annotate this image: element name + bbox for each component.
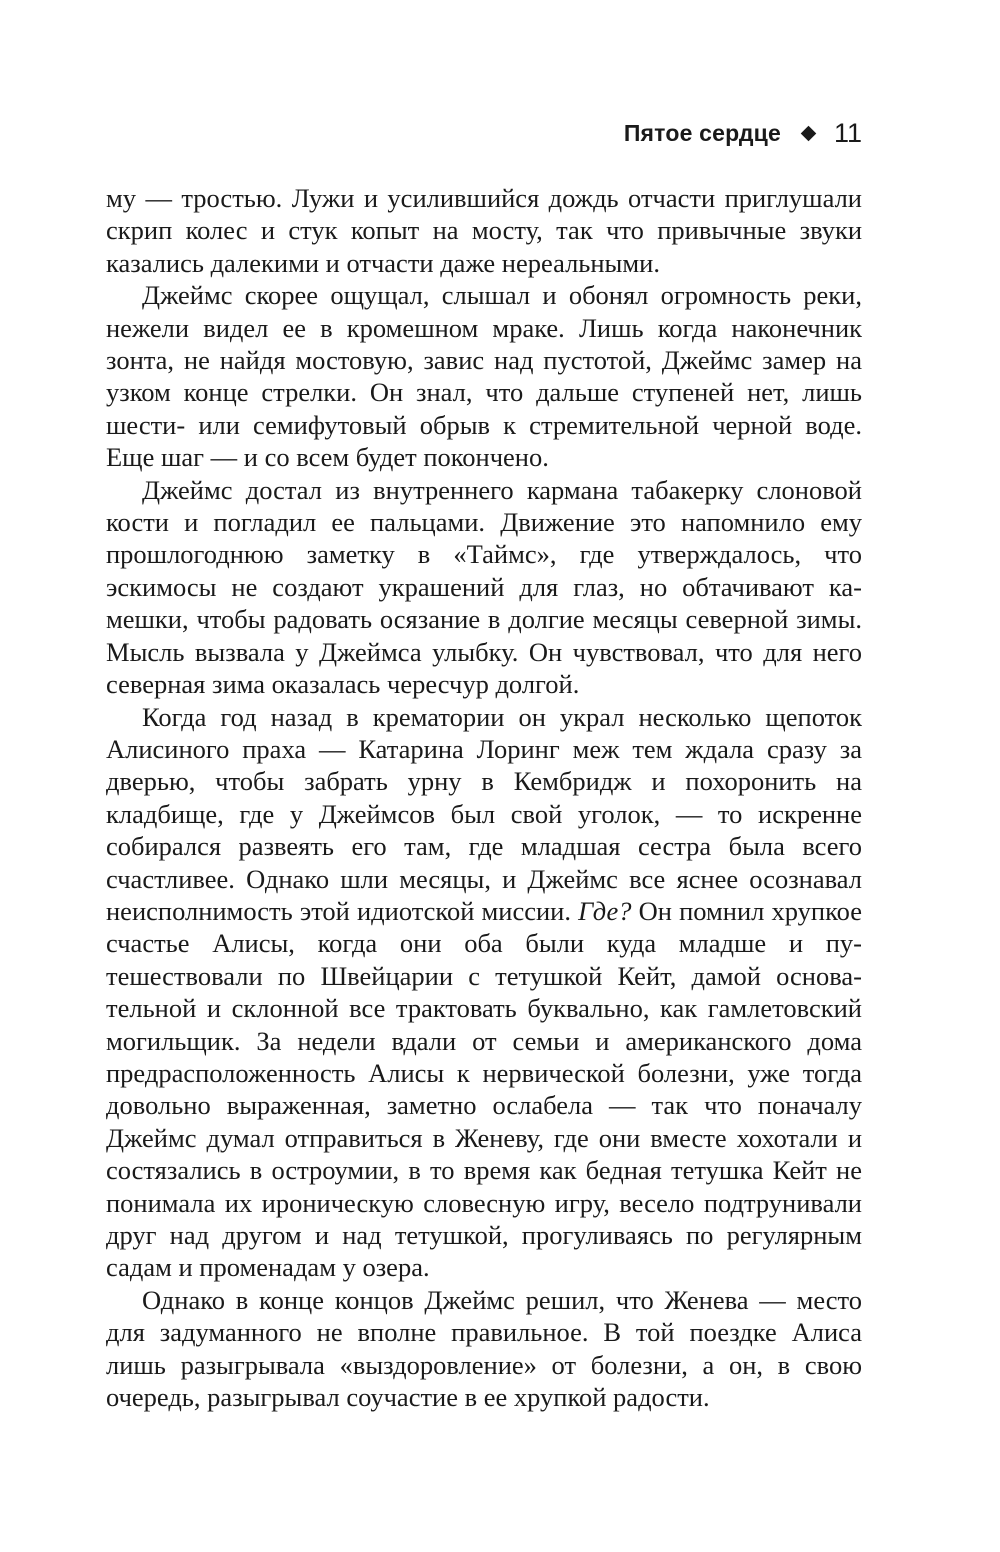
paragraph: Джеймс скорее ощущал, слышал и обонял огромность реки, нежели видел ее в кромешном мраке. Лишь когда наконечник зонта, не найдя мостовую, завис над пустотой, Джеймс замер на узком конце стрелки. Он знал, что дальше ступеней нет, лишь шести- или семифутовый обрыв к стремительной черной воде. Еще шаг — и со всем будет покончено. xyxy=(106,280,862,473)
paragraph: Джеймс достал из внутреннего кармана табакерку слоновой кости и погладил ее пальцами. Движение это напомнило ему прошлогоднюю заметку в «Таймс», где утверждалось, что эскимосы не создают украшений для глаз, но обтачивают камешки, чтобы радовать осязание в долгие месяцы северной зимы. Мысль вызвала у Джеймса улыбку. Он чувствовал, что для него северная зима оказалась чересчур долгой. xyxy=(106,474,862,700)
paragraph: Однако в конце концов Джеймс решил, что Женева — место для задуманного не вполне правильное. В той поездке Алиса лишь разыгрывала «выздоровление» от болезни, а он, в свою очередь, разыгрывал соучастие в ее хрупкой радости. xyxy=(106,1284,862,1413)
running-header xyxy=(624,118,862,149)
body-text xyxy=(106,182,862,1413)
paragraph-text: Когда год назад в крематории он украл несколько щепоток Алисиного праха — Катарина Лоринг меж тем ждала сразу за дверью, чтобы забрать урну в Кембридж и похоронить на кладбище, где у Джеймсов был свой уголок, — то искренне собирался развеять его там, где младшая сестра была всего счастливее. Однако шли месяцы, и Джеймс все яснее осознавал неисполнимость этой идиотской миссии. xyxy=(106,701,862,926)
paragraph xyxy=(106,701,862,1284)
page-number: 11 xyxy=(833,118,862,148)
paragraph-text: Он помнил хрупкое счастье Алисы, когда они оба были куда младше и путешествовали по Швейцарии с тетушкой Кейт, дамой основательной и склонной все трактовать буквально, как гамлетовский могильщик. За недели вдали от семьи и американского дома предрасположенность Алисы к нервической болезни, уже тогда довольно выраженная, заметно ослабела — так что поначалу Джеймс думал отправиться в Женеву, где они вместе хохотали и состязались в остроумии, в то время как бедная тетушка Кейт не понимала их ироническую словесную игру, весело подтрунивали друг над другом и над тетушкой, прогуливаясь по регулярным садам и променадам у озера. xyxy=(106,895,862,1283)
running-title: Пятое сердце xyxy=(623,120,781,146)
italic-word: Где? xyxy=(578,895,632,926)
diamond-icon xyxy=(801,126,817,142)
paragraph: му — тростью. Лужи и усилившийся дождь отчасти приглушали скрип колес и стук копыт на мосту, так что привычные звуки казались далекими и отчасти даже нереальными. xyxy=(106,183,862,278)
